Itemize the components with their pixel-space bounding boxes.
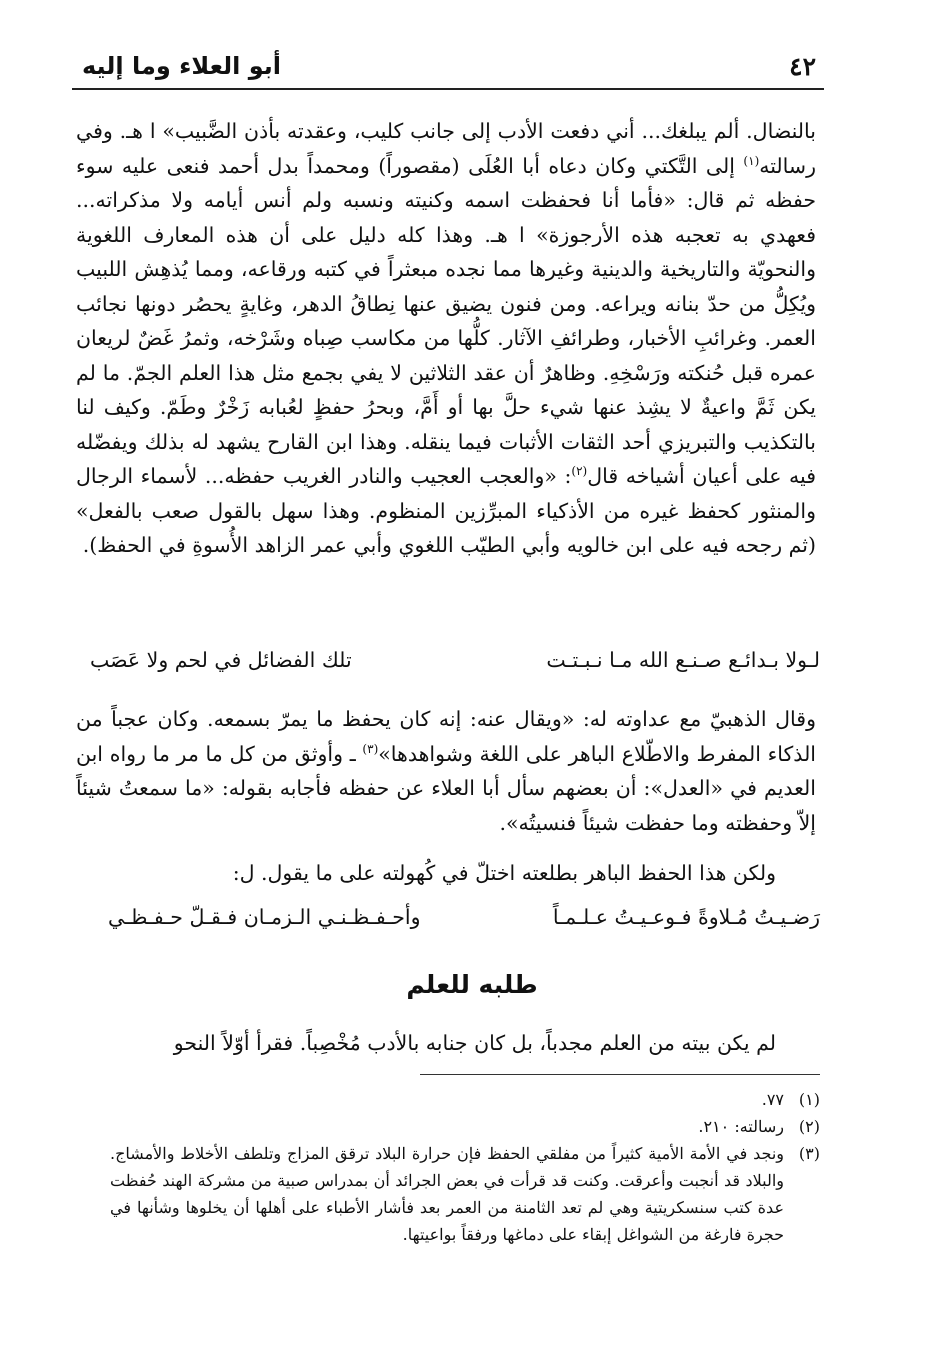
footnotes — [110, 1086, 820, 1248]
verse-hemistich-left: تلك الفضائل في لحم ولا عَصَب — [90, 648, 352, 672]
verse-hemistich-right: لـولا بـدائـع صـنـع الله مـا نـبـتـت — [546, 648, 820, 672]
running-head — [72, 48, 824, 90]
paragraph-text: وقال الذهبيّ مع عداوته له: «ويقال عنه: إنه كان يحفظ ما يمرّ بسمعه. وكان عجباً من الذكاء المفرط والاطّلاع الباهر على اللغة وشواهدها» — [76, 707, 817, 766]
footnote-ref[interactable]: (٣) — [362, 741, 379, 756]
paragraph-text: بالنضال. ألم يبلغك... أني دفعت الأدب إلى جانب كليب، وعقدته بأذن الضَّبيب» ا هـ. وفي رسالته — [76, 119, 816, 178]
footnote-ref[interactable]: (١) — [743, 153, 760, 168]
verse-hemistich-left: وأحـفـظـنـي الـزمـان فـقـلّ حـفـظـي — [108, 905, 421, 929]
paragraph-text: : «والعجب العجيب والنادر الغريب حفظه... لأسماء الرجال والمنثور كحفظ غيره من الأذكياء المبرِّزين المنظوم. وهذا سهل بالقول صعب بالفعل» (ثم رجحه فيه على ابن خالويه وأبي الطيّب اللغوي وأبي عمر الزاهد الأُسوةِ في الحفظ). — [76, 464, 816, 557]
footnote-item — [110, 1086, 820, 1113]
verse-line — [90, 905, 820, 929]
footnote-number: (١) — [798, 1090, 820, 1109]
footnote-text: ونجد في الأمة الأمية كثيراً من مفلقي الحفظ فإن حرارة البلاد ترقق المزاج وتلطف الأخلاط والأمشاج. والبلاد قد أنجبت وأعرقت. وكنت قد قرأت في بعض الجرائد أن بمدراس صبية من مشركة الهند حُفظت عدة كتب سنسكريتية وهي لم تعد الثامنة من العمر بعد فأشار الأطباء على أهلها أن يخلوها وشأنها في حجرة فارغة من الشواغل إبقاء على دماغها ورفقاً بواعيتها. — [110, 1144, 784, 1244]
footnote-divider — [420, 1074, 820, 1075]
page-number: ٤٢ — [789, 52, 816, 81]
footnote-item — [110, 1113, 820, 1140]
main-paragraph — [76, 114, 816, 563]
footnote-text: رسالته: ٢١٠. — [698, 1117, 784, 1136]
verse-intro-line: ولكن هذا الحفظ الباهر بطلعته اختلّ في كُهولته على ما يقول. ل: — [232, 861, 776, 885]
second-paragraph — [76, 702, 816, 840]
footnote-number: (٣) — [798, 1144, 820, 1163]
section-paragraph: لم يكن بيته من العلم مجدباً، بل كان جنابه بالأدب مُخْصِباً. فقرأ أوّلاً النحو — [173, 1031, 776, 1055]
paragraph-text: إلى التَّكتي وكان دعاه أبا العُلَى (مقصوراً) ومحمداً بدل أحمد فنعى عليه سوء حفظه ثم قال: «فأما أنا فحفظت اسمه وكنيته ونسبه ولم أنس أيامه ولا مذكراته... فعهدي به تعجبه هذه الأرجوزة» ا هـ. وهذا كله دليل على أن هذه المعارف اللغوية والنحويّة والتاريخية والدينية وغيرها مما نجده مبعثراً في كتبه ورقاعه، ومما يُذهِش اللبيب ويُكِلُّ من حدّ بنانه ويراعه. ومن فنون يضيق عنها نِطاقُ الدهر، وغايةٍ يحصُر دونها نجائب العمر. وغرائبِ الأخبار، وطرائفِ الآثار. كلُّها من مكاسب صِباه وشَرْخه، وثمرُ غَضٌ لريعان عمره قبل حُنكته ورَسْخِهِ. وظاهرٌ أن عقد الثلاثين لا يفي بجمع مثل هذا العلم الجمّ. ما لم يكن ثَمَّ واعيةٌ لا يشِذ عنها شيء حلَّ بها أو أَمَّ، وبحرُ حفظٍ لعُبابه زَخْرٌ وطَمّ. وكيف لنا بالتكذيب والتبريزي أحد الثقات الأثبات فيما ينقله. وهذا ابن القارح يشهد له بذلك ويفضّله فيه على أعيان أشياخه قال — [76, 153, 816, 488]
paragraph-text: ـ وأوثق من كل ما مر ما رواه ابن العديم في «العدل»: أن بعضهم سأل أبا العلاء عن حفظه فأجابه بقوله: «ما سمعتُ شيئاً إلاّ وحفظته وما حفظت شيئاً فنسيتُه». — [76, 741, 816, 835]
verse-line — [90, 648, 820, 672]
footnote-item — [110, 1140, 820, 1248]
footnote-text: ٧٧. — [761, 1090, 784, 1109]
footnote-ref[interactable]: (٢) — [571, 464, 588, 479]
running-title: أبو العلاء وما إليه — [82, 52, 282, 80]
section-heading: طلبه للعلم — [406, 970, 538, 999]
footnote-number: (٢) — [798, 1117, 820, 1136]
verse-hemistich-right: رَضـيـتُ مُـلاوةً فـوعـيـتُ عـلـمـاً — [552, 905, 820, 929]
